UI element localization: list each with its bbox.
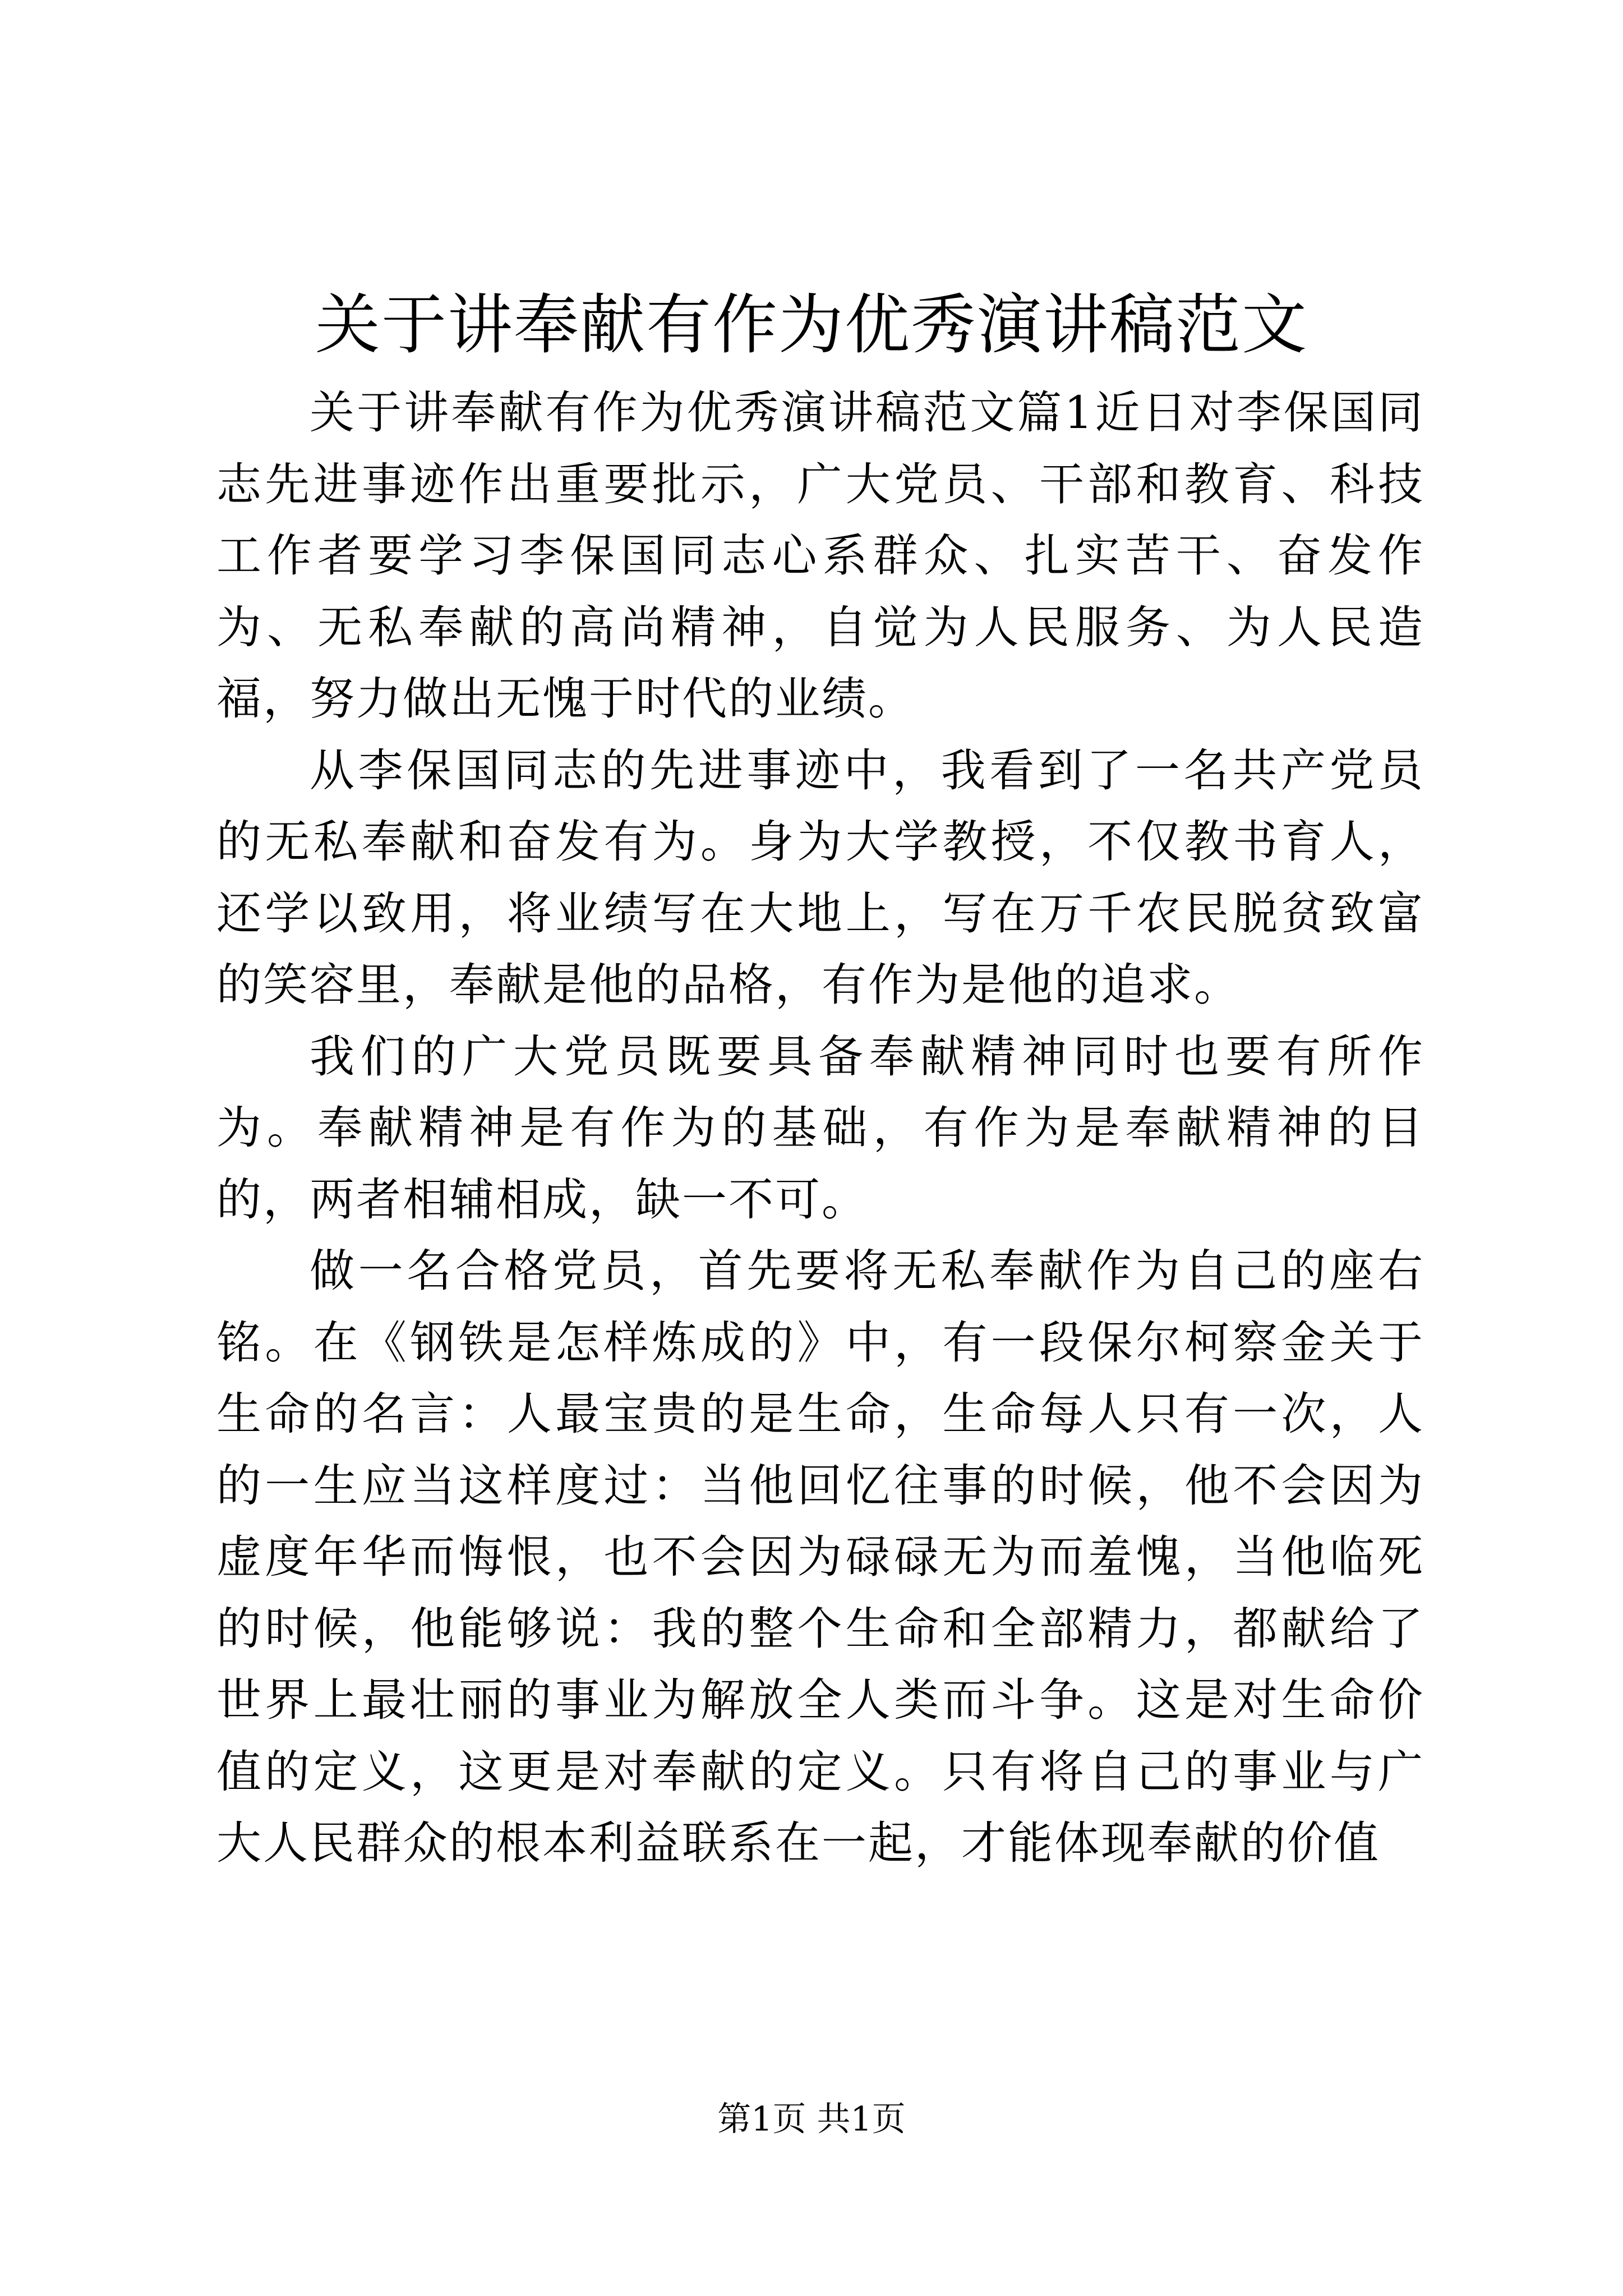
- document-body: [216, 377, 1424, 1879]
- page-number-footer: 第1页 共1页: [717, 2100, 906, 2139]
- paragraph-1: 关于讲奉献有作为优秀演讲稿范文篇1近日对李保国同志先进事迹作出重要批示，广大党员、干部和教育、科技工作者要学习李保国同志心系群众、扎实苦干、奋发作为、无私奉献的高尚精神，自觉为人民服务、为人民造福，努力做出无愧于时代的业绩。: [216, 386, 1424, 725]
- paragraph-2: 从李保国同志的先进事迹中，我看到了一名共产党员的无私奉献和奋发有为。身为大学教授，不仅教书育人，还学以致用，将业绩写在大地上，写在万千农民脱贫致富的笑容里，奉献是他的品格，有作为是他的追求。: [216, 744, 1424, 1011]
- paragraph-3: 我们的广大党员既要具备奉献精神同时也要有所作为。奉献精神是有作为的基础，有作为是奉献精神的目的，两者相辅相成，缺一不可。: [216, 1030, 1424, 1226]
- document-title: 关于讲奉献有作为优秀演讲稿范文: [315, 287, 1308, 363]
- paragraph-4: 做一名合格党员，首先要将无私奉献作为自己的座右铭。在《钢铁是怎样炼成的》中，有一段保尔柯察金关于生命的名言：人最宝贵的是生命，生命每人只有一次，人的一生应当这样度过：当他回忆往事的时候，他不会因为虚度年华而悔恨，也不会因为碌碌无为而羞愧，当他临死的时候，他能够说：我的整个生命和全部精力，都献给了世界上最壮丽的事业为解放全人类而斗争。这是对生命价值的定义，这更是对奉献的定义。只有将自己的事业与广大人民群众的根本利益联系在一起，才能体现奉献的价值: [216, 1245, 1424, 1869]
